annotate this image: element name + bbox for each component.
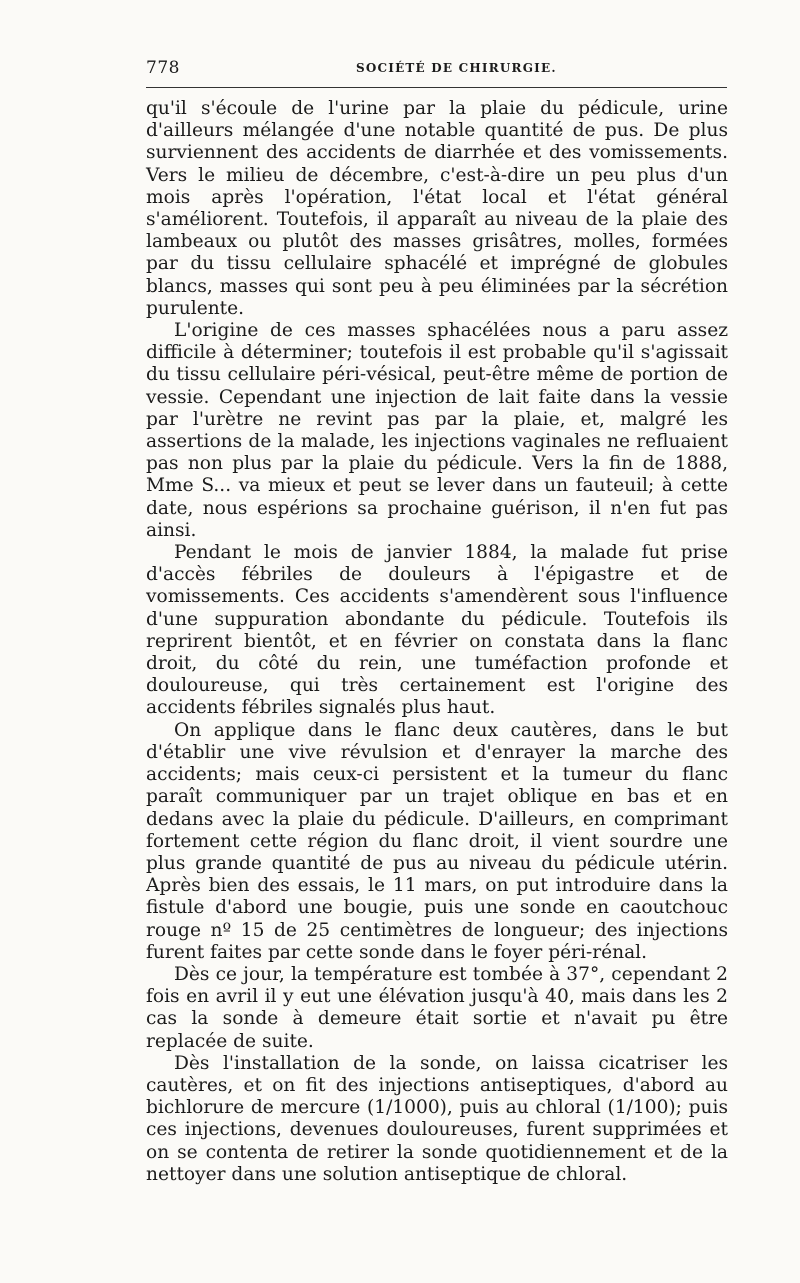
page-header — [146, 58, 726, 88]
paragraph-5: Dès ce jour, la température est tombée à 37°, cependant 2 fois en avril il y eut une élévation jusqu'à 40, mais dans les 2 cas la sonde à demeure était sortie et n'avait pu être replacée de suite. — [146, 963, 728, 1052]
paragraph-1: qu'il s'écoule de l'urine par la plaie du pédicule, urine d'ailleurs mélangée d'une notable quantité de pus. De plus surviennent des accidents de diarrhée et des vomissements. Vers le milieu de décembre, c'est-à-dire un peu plus d'un mois après l'opération, l'état local et l'état général s'améliorent. Toutefois, il apparaît au niveau de la plaie des lambeaux ou plutôt des masses grisâtres, molles, formées par du tissu cellulaire sphacélé et imprégné de globules blancs, masses qui sont peu à peu éliminées par la sécrétion purulente. — [146, 98, 728, 319]
paragraph-4: On applique dans le flanc deux cautères, dans le but d'établir une vive révulsion et d'enrayer la marche des accidents; mais ceux-ci persistent et la tumeur du flanc paraît communiquer par un trajet oblique en bas et en dedans avec la plaie du pédicule. D'ailleurs, en comprimant fortement cette région du flanc droit, il vient sourdre une plus grande quantité de pus au niveau du pédicule utérin. Après bien des essais, le 11 mars, on put introduire dans la fistule d'abord une bougie, puis une sonde en caoutchouc rouge nº 15 de 25 centimètres de longueur; des injections furent faites par cette sonde dans le foyer péri-rénal. — [146, 719, 728, 963]
page-number: 778 — [146, 58, 180, 78]
paragraph-3: Pendant le mois de janvier 1884, la malade fut prise d'accès fébriles de douleurs à l'épigastre et de vomissements. Ces accidents s'amendèrent sous l'influence d'une suppuration abondante du pédicule. Toutefois ils reprirent bientôt, et en février on constata dans la flanc droit, du côté du rein, une tuméfaction profonde et douloureuse, qui très certainement est l'origine des accidents fébriles signalés plus haut. — [146, 542, 728, 719]
paragraph-6: Dès l'installation de la sonde, on laissa cicatriser les cautères, et on fit des injections antiseptiques, d'abord au bichlorure de mercure (1/1000), puis au chloral (1/100); puis ces injections, devenues douloureuses, furent supprimées et on se contenta de retirer la sonde quotidiennement et de la nettoyer dans une solution antiseptique de chloral. — [146, 1052, 728, 1185]
paragraph-2: L'origine de ces masses sphacélées nous a paru assez difficile à déterminer; toutefois il est probable qu'il s'agissait du tissu cellulaire péri-vésical, peut-être même de portion de vessie. Cependant une injection de lait faite dans la vessie par l'urètre ne revint pas par la plaie, et, malgré les assertions de la malade, les injections vaginales ne refluaient pas non plus par la plaie du pédicule. Vers la fin de 1888, Mme S... va mieux et peut se lever dans un fauteuil; à cette date, nous espérions sa prochaine guérison, il n'en fut pas ainsi. — [146, 320, 728, 541]
running-head: SOCIÉTÉ DE CHIRURGIE. — [356, 61, 557, 75]
body-text — [146, 98, 728, 1186]
header-rule — [146, 87, 727, 88]
